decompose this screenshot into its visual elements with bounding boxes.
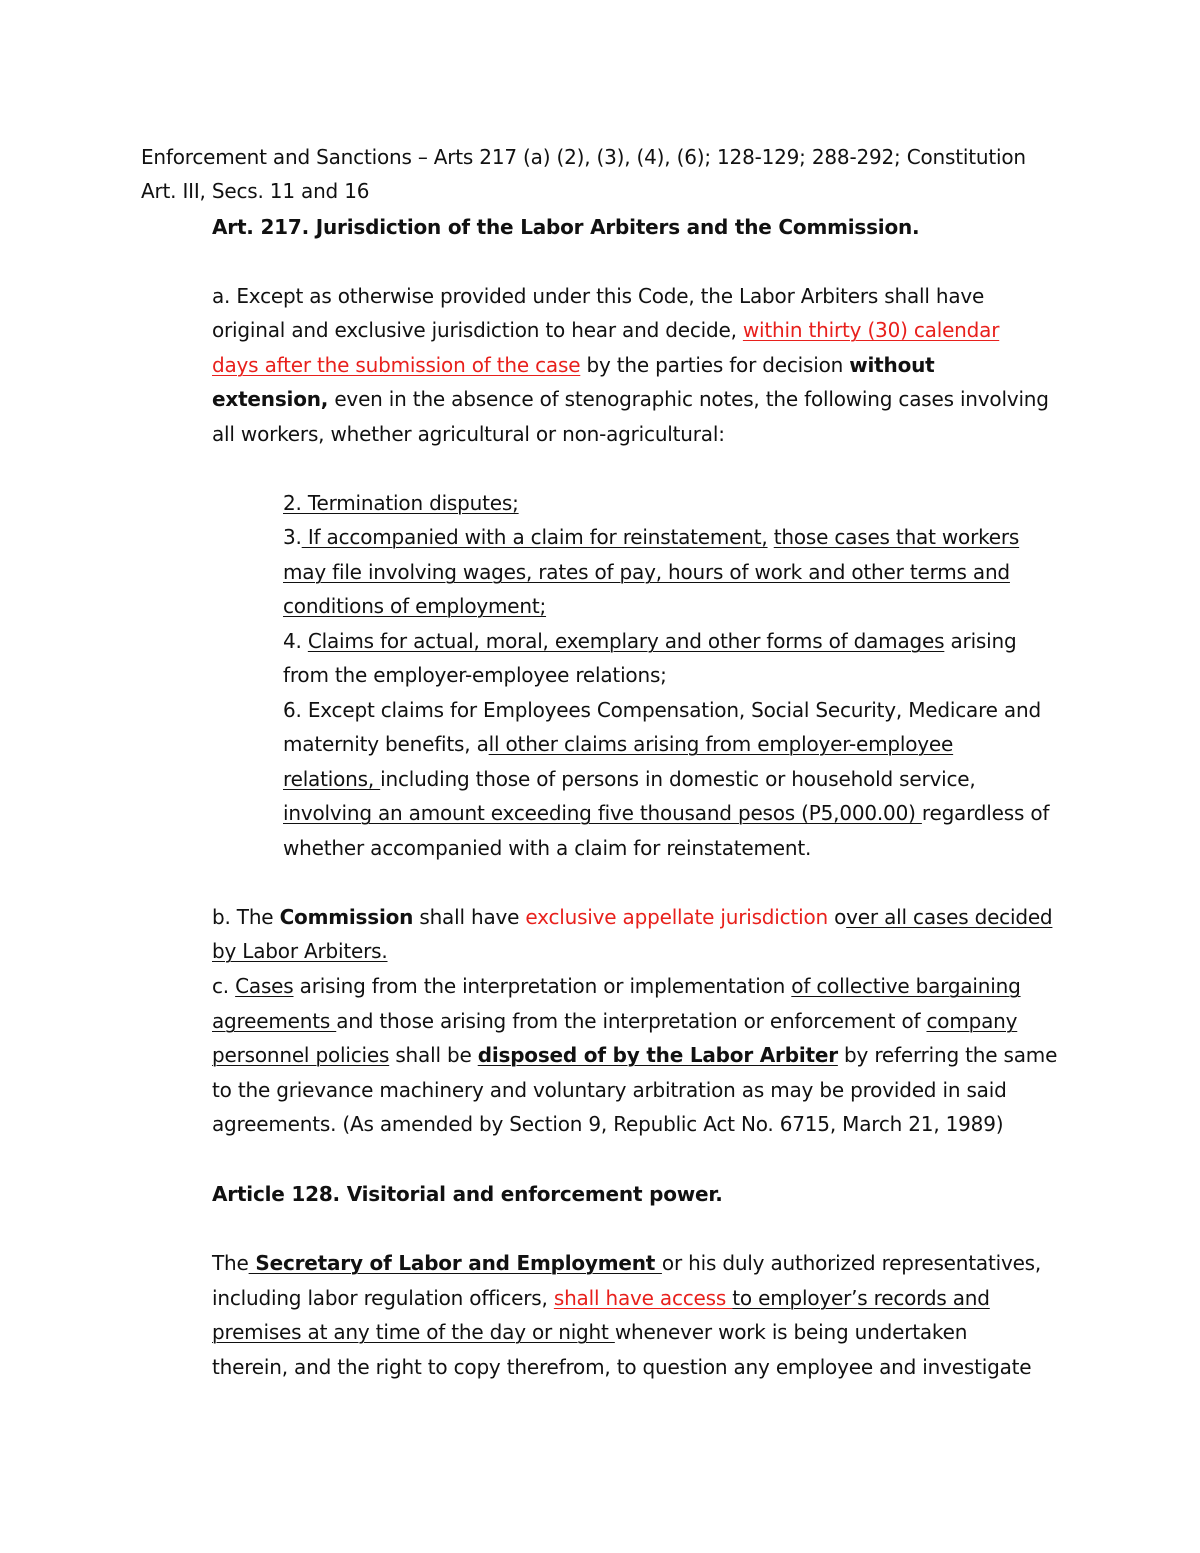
para-a-line-3: [212, 348, 935, 382]
para-a-text: by the parties for decision: [580, 353, 850, 377]
art217-heading: Art. 217. Jurisdiction of the Labor Arbiters and the Commission.: [212, 215, 920, 239]
art128-text: including labor regulation officers,: [212, 1286, 554, 1310]
para-c-text: shall be: [389, 1043, 478, 1067]
para-a-line-2: [212, 313, 999, 347]
item-text: arising: [944, 629, 1017, 653]
item-6-line-5: whether accompanied with a claim for reinstatement.: [283, 836, 812, 860]
item-6-line-3: [283, 762, 976, 796]
underlined-text: ver all cases decided: [846, 905, 1053, 929]
para-c-line-5: agreements. (As amended by Section 9, Republic Act No. 6715, March 21, 1989): [212, 1112, 1004, 1136]
red-text: exclusive appellate jurisdiction: [525, 905, 828, 929]
underlined-text: premises at any time of the day or night: [212, 1320, 615, 1344]
art128-heading: Article 128. Visitorial and enforcement power.: [212, 1182, 723, 1206]
underlined-text: of collective bargaining: [791, 974, 1021, 998]
bold-underlined-text: disposed of by the Labor Arbiter: [477, 1043, 838, 1067]
item-number: 3.: [283, 525, 302, 549]
para-b-text: shall have: [413, 905, 526, 929]
underlined-text: company: [926, 1009, 1018, 1033]
item-2: [283, 486, 519, 520]
bold-text: without: [849, 353, 935, 377]
item-4-line-1: [283, 624, 1016, 658]
underlined-text: 2. Termination disputes;: [283, 491, 519, 515]
para-c-text: arising from the interpretation or implementation: [293, 974, 792, 998]
underlined-text: to employer’s records and: [732, 1286, 990, 1310]
item-6-line-1: 6. Except claims for Employees Compensation, Social Security, Medicare and: [283, 698, 1041, 722]
underlined-text: agreements: [212, 1009, 337, 1033]
red-underlined-text: within thirty (30) calendar: [742, 318, 1000, 342]
item-6-line-2: [283, 727, 953, 761]
art128-text: The: [212, 1251, 249, 1275]
para-b-text: b. The: [212, 905, 280, 929]
para-a-text: original and exclusive jurisdiction to hear and decide,: [212, 318, 743, 342]
art128-line-3: [212, 1315, 967, 1349]
underlined-text: If accompanied with a claim for reinstatement,: [301, 525, 768, 549]
para-c-line-4: to the grievance machinery and voluntary arbitration as may be provided in said: [212, 1078, 1007, 1102]
underlined-text: those cases that workers: [773, 525, 1020, 549]
underlined-text: may file involving wages, rates of pay, hours of work and other terms and: [283, 560, 1010, 584]
doc-header-line-2: Art. III, Secs. 11 and 16: [141, 179, 370, 203]
art128-line-1: [212, 1246, 1041, 1280]
underlined-text: personnel policies: [212, 1043, 390, 1067]
item-text: regardless of: [921, 801, 1050, 825]
art128-text: whenever work is being undertaken: [614, 1320, 968, 1344]
para-a-line-5: all workers, whether agricultural or non-agricultural:: [212, 422, 725, 446]
para-c-line-1: [212, 969, 1021, 1003]
item-4-line-2: from the employer-employee relations;: [283, 663, 667, 687]
para-c-line-2: [212, 1004, 1017, 1038]
item-number: 4.: [283, 629, 308, 653]
para-c-text: and those arising from the interpretation or enforcement of: [336, 1009, 927, 1033]
para-a-text: even in the absence of stenographic notes, the following cases involving: [328, 387, 1049, 411]
red-underlined-text: days after the submission of the case: [212, 353, 581, 377]
para-c-text: c.: [212, 974, 236, 998]
item-text: maternity benefits, a: [283, 732, 489, 756]
item-text: including those of persons in domestic or household service,: [380, 767, 976, 791]
underlined-text: involving an amount exceeding five thousand pesos (P5,000.00): [283, 801, 922, 825]
para-a-line-1: a. Except as otherwise provided under this Code, the Labor Arbiters shall have: [212, 284, 985, 308]
bold-text: Commission: [279, 905, 414, 929]
item-6-line-4: [283, 796, 1049, 830]
para-b-line-2: [212, 934, 388, 968]
para-a-line-4: [212, 382, 1049, 416]
art128-text: or his duly authorized representatives,: [661, 1251, 1042, 1275]
underlined-text: relations,: [283, 767, 381, 791]
underlined-text: Cases: [235, 974, 294, 998]
art128-line-4: therein, and the right to copy therefrom, to question any employee and investigate: [212, 1355, 1032, 1379]
para-b-line-1: [212, 900, 1052, 934]
bold-underlined-text: Secretary of Labor and Employment: [248, 1251, 662, 1275]
para-b-text: o: [827, 905, 847, 929]
red-underlined-text: shall have access: [553, 1286, 733, 1310]
underlined-text: Claims for actual, moral, exemplary and other forms of damages: [307, 629, 945, 653]
item-3-line-3: [283, 589, 546, 623]
underlined-text: ll other claims arising from employer-employee: [488, 732, 954, 756]
bold-text: extension,: [212, 387, 329, 411]
item-3-line-1: [283, 520, 1019, 554]
doc-header-line-1: Enforcement and Sanctions – Arts 217 (a) (2), (3), (4), (6); 128-129; 288-292; Constitution: [141, 145, 1026, 169]
art128-line-2: [212, 1281, 990, 1315]
underlined-text: by Labor Arbiters.: [212, 939, 388, 963]
item-3-line-2: [283, 555, 1010, 589]
para-c-text: by referring the same: [837, 1043, 1058, 1067]
para-c-line-3: [212, 1038, 1057, 1072]
underlined-text: conditions of employment;: [283, 594, 547, 618]
